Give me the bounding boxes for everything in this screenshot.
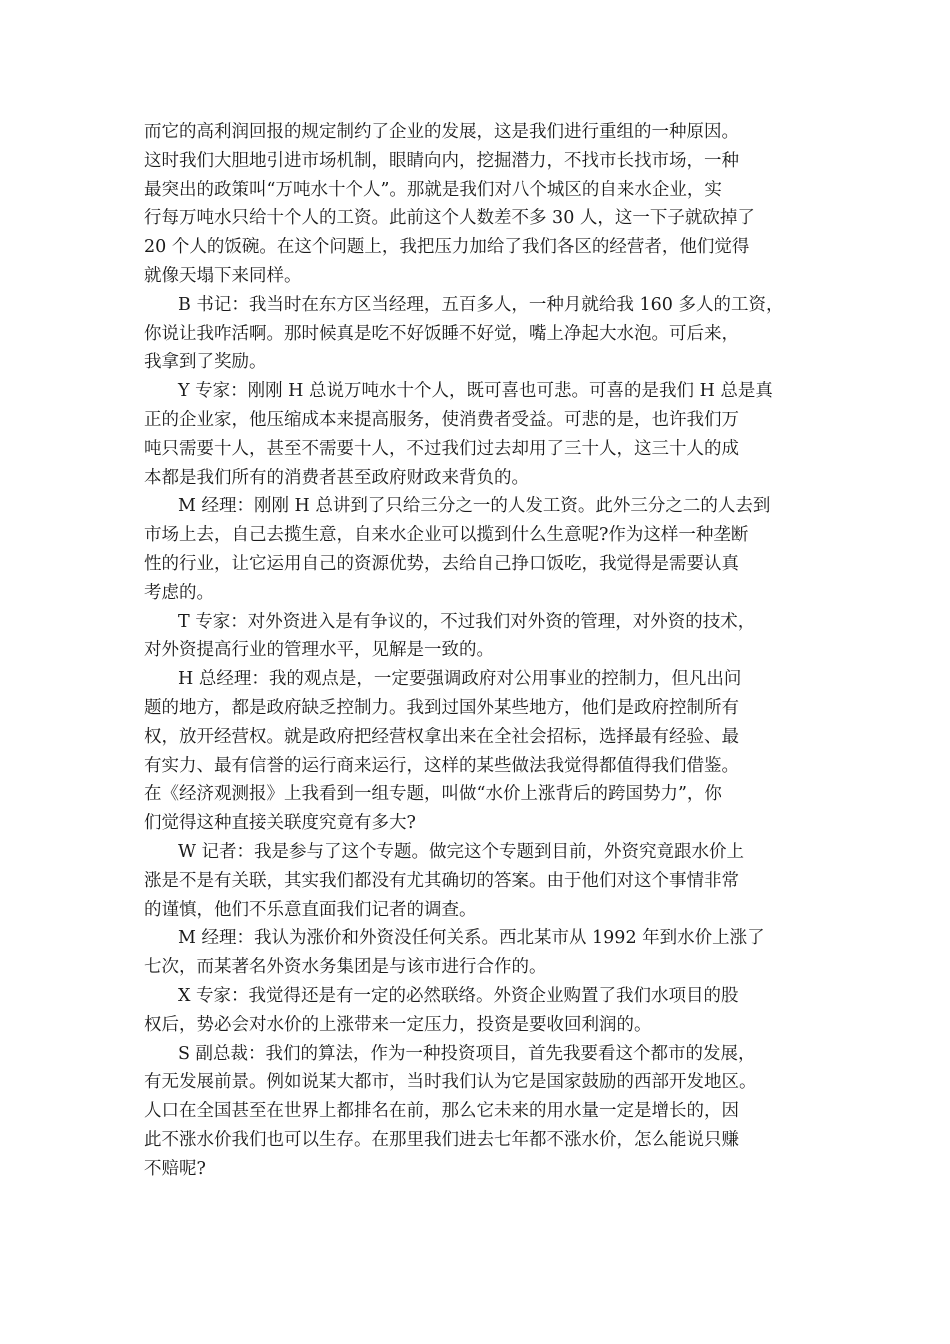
paragraph-b-secretary — [144, 291, 834, 377]
text-line: B 书记：我当时在东方区当经理，五百多人，一种月就给我 160 多人的工资， — [178, 294, 784, 315]
text-line: 涨是不是有关联，其实我们都没有尤其确切的答案。由于他们对这个事情非常 — [144, 870, 739, 891]
text-line: M 经理：刚刚 H 总讲到了只给三分之一的人发工资。此外三分之二的人去到 — [178, 496, 771, 517]
text-line: 本都是我们所有的消费者甚至政府财政来背负的。 — [144, 467, 529, 488]
text-line: 就像天塌下来同样。 — [144, 265, 302, 286]
paragraph-m-manager — [144, 492, 834, 607]
text-line: 对外资提高行业的管理水平，见解是一致的。 — [144, 640, 494, 661]
paragraph-m-manager-2 — [144, 924, 834, 982]
text-line: 权后，势必会对水价的上涨带来一定压力，投资是要收回利润的。 — [144, 1014, 652, 1035]
text-line: X 专家：我觉得还是有一定的必然联络。外资企业购置了我们水项目的股 — [178, 985, 739, 1006]
text-line: T 专家：对外资进入是有争议的，不过我们对外资的管理，对外资的技术， — [178, 611, 756, 632]
text-line: S 副总裁：我们的算法，作为一种投资项目，首先我要看这个都市的发展， — [178, 1043, 756, 1064]
text-line: 有无发展前景。例如说某大都市，当时我们认为它是国家鼓励的西部开发地区。 — [144, 1072, 757, 1093]
paragraph-x-expert — [144, 982, 834, 1040]
text-line: 的谨慎，他们不乐意直面我们记者的调查。 — [144, 899, 477, 920]
text-line: 权，放开经营权。就是政府把经营权拿出来在全社会招标，选择最有经验、最 — [144, 726, 739, 747]
text-line: 市场上去，自己去揽生意，自来水企业可以揽到什么生意呢?作为这样一种垄断 — [144, 525, 749, 546]
paragraph-w-reporter — [144, 838, 834, 924]
text-line: 在《经济观测报》上我看到一组专题，叫做“水价上涨背后的跨国势力”，你 — [144, 784, 722, 805]
paragraph-h-general-manager — [144, 665, 834, 838]
text-line: W 记者：我是参与了这个专题。做完这个专题到目前，外资究竟跟水价上 — [178, 841, 745, 862]
text-line: 题的地方，都是政府缺乏控制力。我到过国外某些地方，他们是政府控制所有 — [144, 697, 739, 718]
text-line: H 总经理：我的观点是，一定要强调政府对公用事业的控制力，但凡出问 — [178, 669, 742, 690]
text-line: 正的企业家，他压缩成本来提高服务，使消费者受益。可悲的是，也许我们万 — [144, 409, 739, 430]
text-line: 考虑的。 — [144, 582, 214, 603]
paragraph-t-expert — [144, 608, 834, 666]
text-line: 而它的高利润回报的规定制约了企业的发展，这是我们进行重组的一种原因。 — [144, 122, 739, 142]
text-line: Y 专家：刚刚 H 总说万吨水十个人，既可喜也可悲。可喜的是我们 H 总是真 — [178, 381, 773, 402]
text-line: 性的行业，让它运用自己的资源优势，去给自己挣口饭吃，我觉得是需要认真 — [144, 553, 739, 574]
text-line: 有实力、最有信誉的运行商来运行，这样的某些做法我觉得都值得我们借鉴。 — [144, 755, 739, 776]
text-line: M 经理：我认为涨价和外资没任何关系。西北某市从 1992 年到水价上涨了 — [178, 928, 765, 949]
text-line: 我拿到了奖励。 — [144, 352, 267, 373]
text-line: 不赔呢? — [144, 1158, 206, 1179]
text-line: 们觉得这种直接关联度究竟有多大? — [144, 813, 416, 834]
text-line: 吨只需要十人，甚至不需要十人，不过我们过去却用了三十人，这三十人的成 — [144, 438, 739, 459]
paragraph-intro — [144, 118, 834, 291]
text-line: 这时我们大胆地引进市场机制，眼睛向内，挖掘潜力，不找市长找市场，一种 — [144, 150, 739, 171]
text-line: 20 个人的饭碗。在这个问题上，我把压力加给了我们各区的经营者，他们觉得 — [144, 237, 750, 258]
text-line: 最突出的政策叫“万吨水十个人”。那就是我们对八个城区的自来水企业，实 — [144, 179, 722, 200]
text-line: 人口在全国甚至在世界上都排名在前，那么它未来的用水量一定是增长的，因 — [144, 1101, 739, 1122]
text-line: 行每万吨水只给十个人的工资。此前这个人数差不多 30 人，这一下子就砍掉了 — [144, 208, 755, 229]
paragraph-y-expert — [144, 377, 834, 492]
document-body — [144, 118, 834, 1183]
text-line: 七次，而某著名外资水务集团是与该市进行合作的。 — [144, 957, 547, 978]
text-line: 你说让我咋活啊。那时候真是吃不好饭睡不好觉，嘴上净起大水泡。可后来， — [144, 323, 739, 344]
text-line: 此不涨水价我们也可以生存。在那里我们进去七年都不涨水价，怎么能说只赚 — [144, 1129, 739, 1150]
paragraph-s-vice-president — [144, 1040, 834, 1184]
